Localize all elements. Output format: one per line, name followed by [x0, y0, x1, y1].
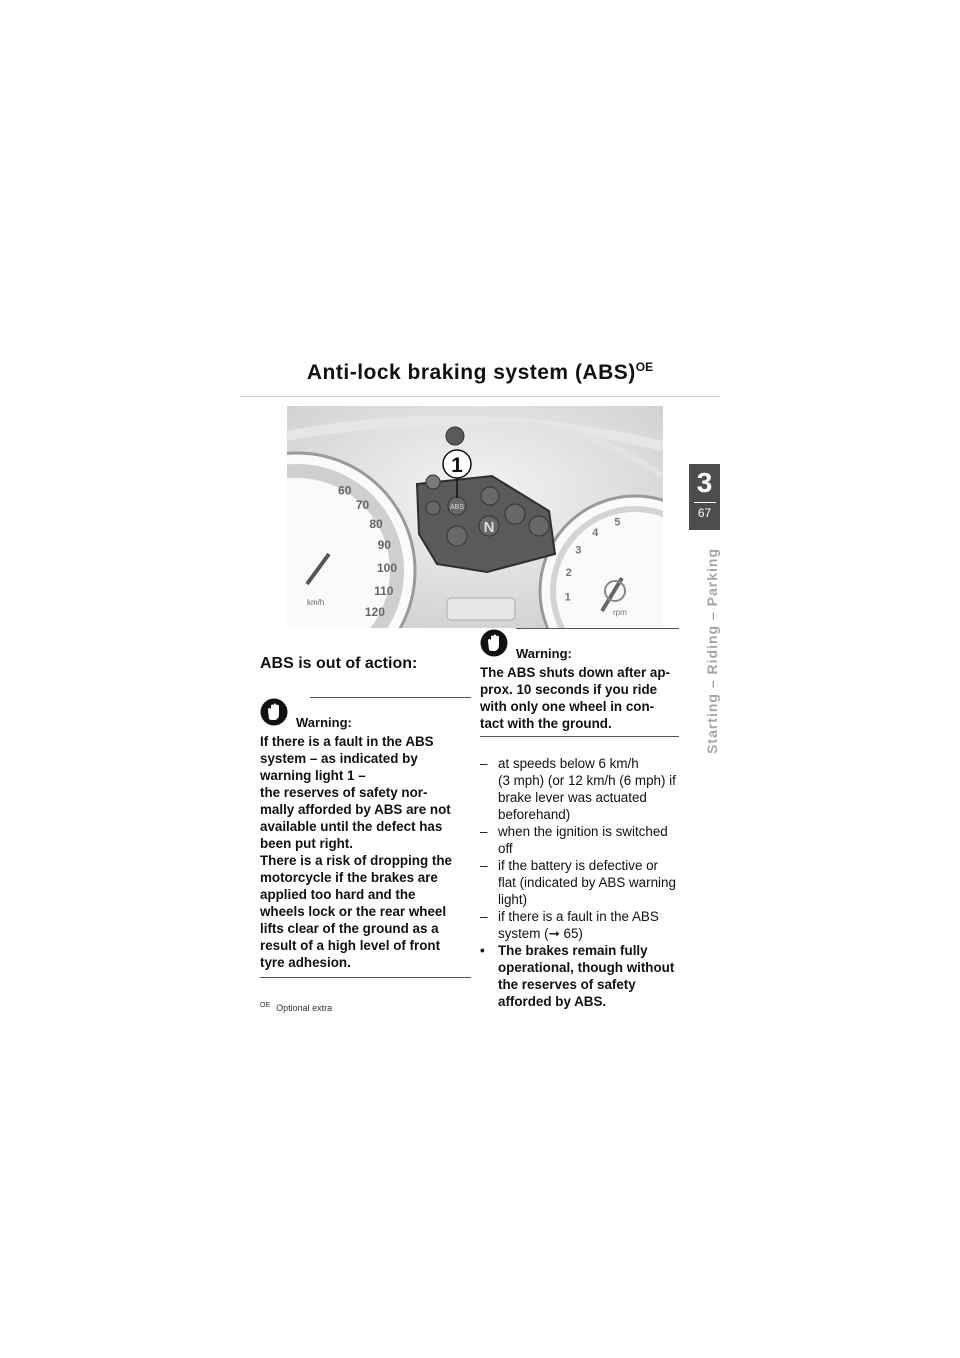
gauge-tick-label: 5: [614, 516, 621, 529]
warning-line: The ABS shuts down after ap-: [480, 665, 670, 680]
title-superscript: OE: [635, 360, 654, 374]
warning-text-right: [480, 664, 679, 732]
conditions-list: [480, 755, 679, 1010]
warning-bottom-rule: [260, 977, 471, 978]
page-number: 67: [697, 506, 712, 520]
gauge-tick-label: 1: [564, 591, 571, 604]
warning-hand-icon: [480, 629, 508, 657]
footnote-mark: OE: [260, 1002, 271, 1009]
warning-line: with only one wheel in con-: [480, 699, 655, 714]
list-item: [480, 755, 679, 823]
instrument-cluster-illustration: [287, 406, 663, 628]
list-item-line: if there is a fault in the ABS: [498, 909, 659, 924]
list-marker: –: [480, 824, 488, 839]
chapter-number: 3: [696, 467, 713, 498]
list-item: [480, 823, 679, 857]
left-column: [260, 650, 471, 1013]
gauge-tick-label: 80: [369, 516, 383, 531]
warning-top-rule: [310, 697, 471, 698]
gauge-tick-label: 70: [355, 498, 370, 513]
speed-unit: km/h: [307, 598, 325, 607]
warning-line: system – as indicated by: [260, 751, 418, 766]
list-item-line: (3 mph) (or 12 km/h (6 mph) if: [498, 773, 676, 788]
list-marker: –: [480, 858, 488, 873]
warning-line: tyre adhesion.: [260, 955, 351, 970]
warning-line: motorcycle if the brakes are: [260, 870, 438, 885]
page-title: Anti-lock braking system (ABS)$^{OE}$: [306, 360, 654, 384]
footnote: [260, 1002, 471, 1013]
abs-light-label: ABS: [449, 504, 465, 511]
gauge-tick-label: 3: [575, 544, 582, 557]
warning-line: mally afforded by ABS are not: [260, 802, 451, 817]
warning-text: [260, 733, 471, 971]
side-title-text: Starting – Riding – Parking: [704, 548, 720, 754]
list-item-line: at speeds below 6 km/h: [498, 756, 639, 771]
list-item-line: brake lever was actuated: [498, 790, 647, 805]
list-item-line: operational, though without: [498, 960, 675, 975]
rpm-unit: rpm: [613, 608, 627, 617]
warning-line: If there is a fault in the ABS: [260, 734, 434, 749]
chapter-tab-divider: [694, 502, 716, 503]
list-item: [480, 908, 679, 942]
list-item-line: beforehand): [498, 807, 571, 822]
footnote-text: Optional extra: [276, 1003, 333, 1013]
list-item-line: if the battery is defective or: [498, 858, 659, 873]
list-item: [480, 942, 679, 1010]
warning-line: wheels lock or the rear wheel: [260, 904, 447, 919]
warning-label: Warning:: [296, 715, 352, 730]
warning-header-right: [480, 628, 679, 662]
warning-label-right: Warning:: [516, 646, 572, 661]
list-item-line: the reserves of safety: [498, 977, 636, 992]
warning-line: result of a high level of front: [260, 938, 441, 953]
neutral-light-label: N: [483, 519, 495, 536]
odometer-window: [447, 598, 515, 620]
warning-line: available until the defect has: [260, 819, 443, 834]
warning-hand-icon: [260, 698, 288, 726]
section-heading: ABS is out of action:: [260, 655, 418, 672]
warning-line: been put right.: [260, 836, 353, 851]
warning-line: the reserves of safety nor-: [260, 785, 428, 800]
list-item-line: when the ignition is switched: [498, 824, 668, 839]
list-item-line: light): [498, 892, 528, 907]
warning-line: applied too hard and the: [260, 887, 416, 902]
gauge-tick-label: 120: [364, 605, 385, 619]
list-marker: –: [480, 909, 488, 924]
warning-line: lifts clear of the ground as a: [260, 921, 439, 936]
right-column: [480, 628, 679, 1010]
title-divider: [240, 396, 720, 397]
list-item-line: flat (indicated by ABS warning: [498, 875, 676, 890]
warning-bottom-rule-right: [480, 736, 679, 737]
gauge-tick-label: 4: [592, 526, 599, 539]
warning-header: [260, 697, 471, 731]
chapter-tab: [689, 464, 720, 530]
list-item-line: afforded by ABS.: [498, 994, 607, 1009]
list-marker: –: [480, 756, 488, 771]
gauge-tick-label: 100: [376, 561, 398, 575]
list-item: [480, 857, 679, 908]
list-item-line: system (➞ 65): [498, 926, 583, 941]
gauge-tick-label: 2: [565, 567, 572, 579]
callout-1-label: 1: [451, 454, 463, 477]
list-item-line: off: [498, 841, 513, 856]
gauge-tick-label: 90: [377, 538, 391, 553]
warning-line: There is a risk of dropping the: [260, 853, 452, 868]
gauge-tick-label: 110: [374, 583, 394, 598]
warning-line: tact with the ground.: [480, 716, 612, 731]
warning-line: prox. 10 seconds if you ride: [480, 682, 658, 697]
list-item-line: The brakes remain fully: [498, 943, 648, 958]
list-marker: •: [480, 943, 485, 958]
gauge-tick-label: 60: [338, 483, 352, 498]
warning-top-rule-right: [516, 628, 679, 629]
warning-line: warning light 1 –: [260, 768, 366, 783]
